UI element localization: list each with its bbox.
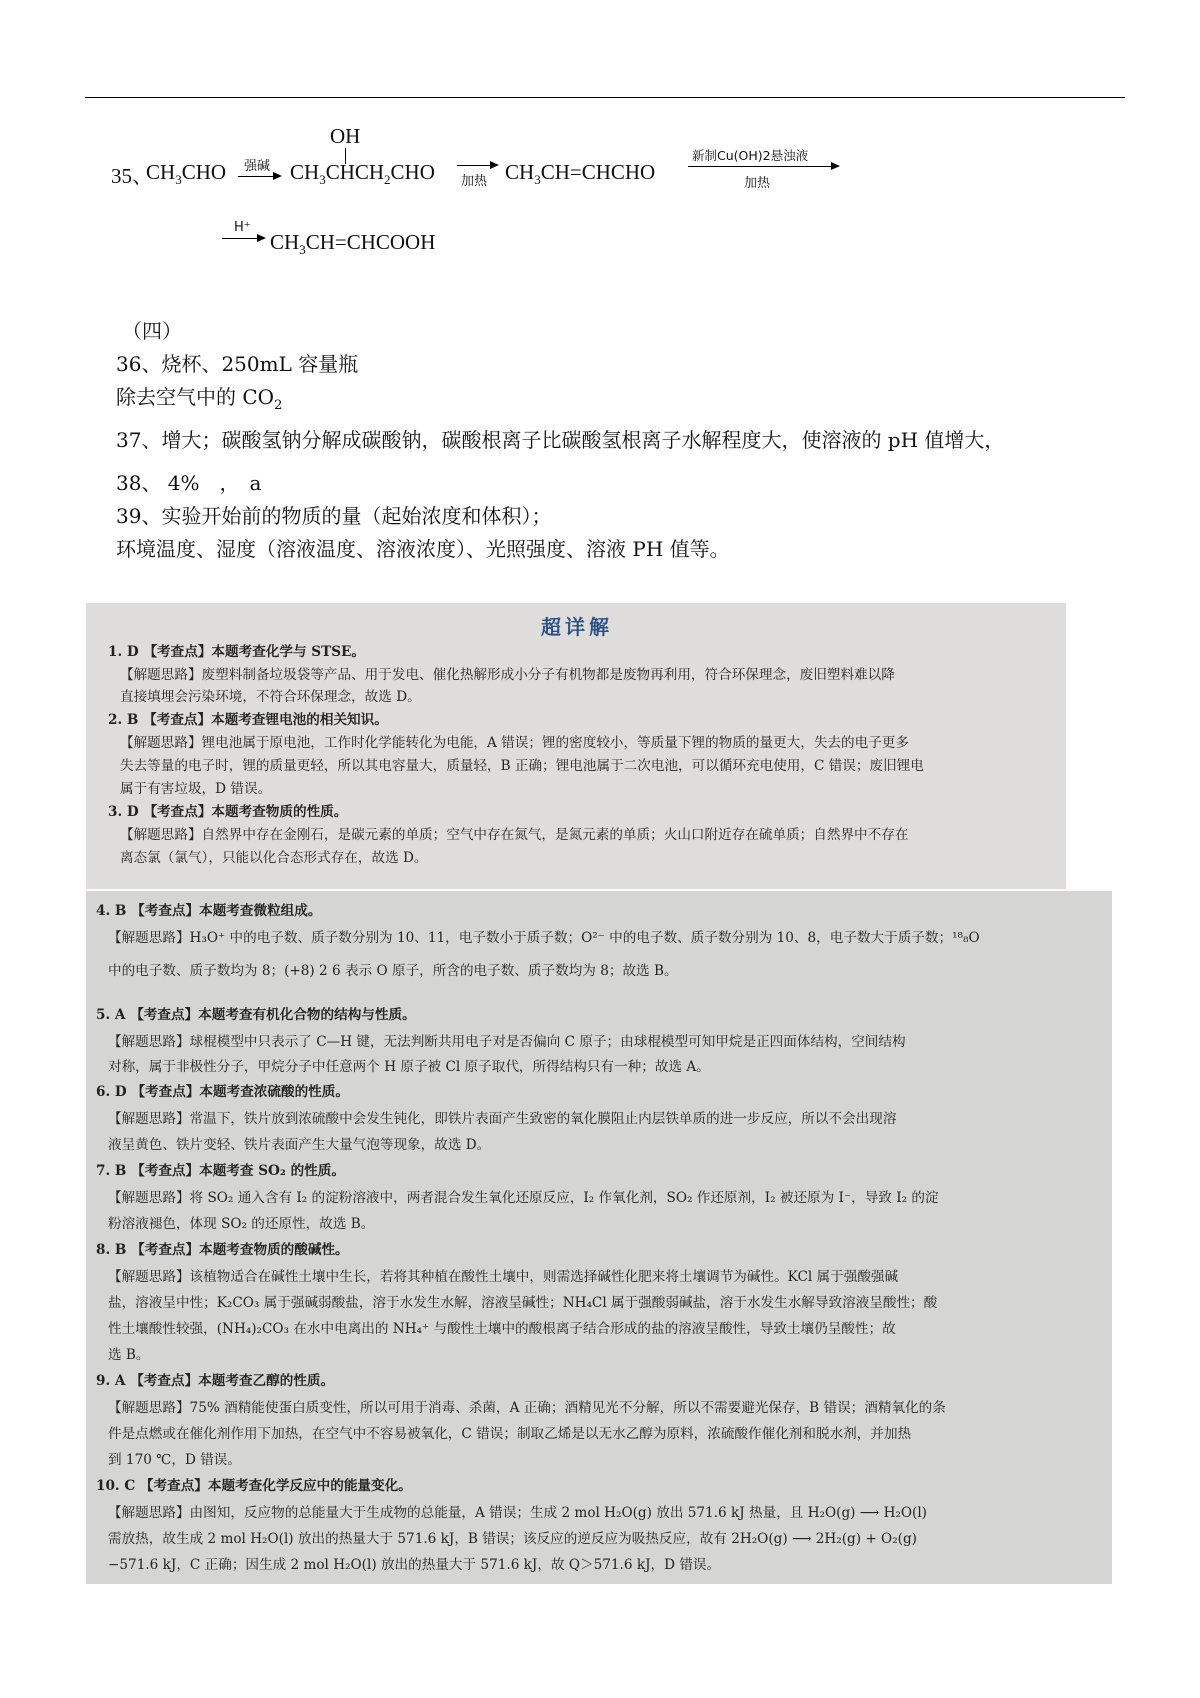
scan2-line: 【解题思路】常温下，铁片放到浓硫酸中会发生钝化，即铁片表面产生致密的氧化膜阻止内层铁单质的进一步反应，所以不会出现溶 [108, 1111, 897, 1127]
arrow-3-top-label: 新制Cu(OH)2悬浊液 [692, 148, 809, 163]
header-rule [85, 97, 1125, 98]
scan2-line: 液呈黄色、铁片变轻、铁片表面产生大量气泡等现象，故选 D。 [108, 1137, 491, 1153]
arrow-3-bottom-label: 加热 [744, 176, 771, 191]
crotonaldehyde: $CH_3CH=CHCHO$ [505, 160, 656, 188]
arrow-2-label: 加热 [461, 174, 488, 189]
scan1-line: 【解题思路】废塑料制备垃圾袋等产品、用于发电、催化热解形成小分子有机物都是废物再利用，符合环保理念，废旧塑料难以降 [120, 667, 895, 683]
scan2-line: 5. A 【考查点】本题考查有机化合物的结构与性质。 [96, 1007, 416, 1023]
q39-factors: 环境温度、湿度（溶液温度、溶液浓度）、光照强度、溶液 PH 值等。 [116, 537, 730, 561]
scan-image-2 [86, 891, 1112, 1584]
scan2-line: −571.6 kJ，C 正确；因生成 2 mol H₂O(l) 放出的热量大于 571.6 kJ，故 Q＞571.6 kJ，D 错误。 [108, 1557, 721, 1573]
scan1-line: 3. D 【考查点】本题考查物质的性质。 [108, 804, 348, 820]
crotonic-acid: $CH_3CH=CHCOOH$ [270, 230, 436, 258]
scan1-line: 直接填埋会污染环境，不符合环保理念，故选 D。 [120, 689, 421, 705]
scan2-line: 【解题思路】球棍模型中只表示了 C—H 键，无法判断共用电子对是否偏向 C 原子；由球棍模型可知甲烷是正四面体结构，空间结构 [108, 1034, 906, 1050]
scan1-line: 2. B 【考查点】本题考查锂电池的相关知识。 [108, 712, 388, 728]
scan2-line: 【解题思路】该植物适合在碱性土壤中生长，若将其种植在酸性土壤中，则需选择碱性化肥来将土壤调节为碱性。KCl 属于强酸强碱 [108, 1269, 899, 1285]
q36-purpose: 除去空气中的 $CO_2$ [116, 385, 283, 413]
scan-image-1 [86, 603, 1066, 889]
scan1-line: 【解题思路】自然界中存在金刚石，是碳元素的单质；空气中存在氮气，是氮元素的单质；火山口附近存在硫单质；自然界中不存在 [120, 827, 909, 843]
arrow-4 [222, 238, 264, 239]
scan2-line: 需放热，故生成 2 mol H₂O(l) 放出的热量大于 571.6 kJ，B 错误；该反应的逆反应为吸热反应，故有 2H₂O(g) ⟶ 2H₂(g) + O₂(g) [108, 1531, 917, 1547]
hydroxyl-label: OH [330, 124, 361, 148]
scan2-line: 9. A 【考查点】本题考查乙醇的性质。 [96, 1373, 335, 1389]
scan2-line: 性土壤酸性较强，(NH₄)₂CO₃ 在水中电离出的 NH₄⁺ 与酸性土壤中的酸根离子结合形成的盐的溶液呈酸性，导致土壤仍呈酸性；故 [108, 1321, 896, 1337]
arrow-2 [457, 165, 497, 166]
scan2-line: 件是点燃或在催化剂作用下加热，在空气中不容易被氧化，C 错误；制取乙烯是以无水乙醇为原料，浓硫酸作催化剂和脱水剂，并加热 [108, 1426, 912, 1442]
scan1-line: 【解题思路】锂电池属于原电池，工作时化学能转化为电能，A 错误；锂的密度较小，等质量下锂的物质的量更大，失去的电子更多 [120, 735, 909, 751]
scan2-line: 中的电子数、质子数均为 8；(+8) 2 6 表示 O 原子，所含的电子数、质子数均为 8；故选 B。 [108, 963, 678, 979]
scan2-line: 【解题思路】H₃O⁺ 中的电子数、质子数分别为 10、11，电子数小于质子数；O²⁻ 中的电子数、质子数分别为 10、8，电子数大于质子数；¹⁸₈O [108, 930, 980, 946]
q36-answer: 36、烧杯、250mL 容量瓶 [116, 352, 359, 376]
scan1-line: 1. D 【考查点】本题考查化学与 STSE。 [108, 644, 366, 660]
scan2-line: 到 170 ℃，D 错误。 [108, 1452, 241, 1468]
scan-title: 超详解 [541, 615, 613, 639]
q37-answer: 37、增大；碳酸氢钠分解成碳酸钠，碳酸根离子比碳酸氢根离子水解程度大，使溶液的 pH 值增大， [116, 428, 1005, 452]
scan2-line: 盐，溶液呈中性；K₂CO₃ 属于强碱弱酸盐，溶于水发生水解，溶液呈碱性；NH₄Cl 属于强酸弱碱盐，溶于水发生水解导致溶液呈酸性；酸 [108, 1295, 938, 1311]
reactant-ethanal: $CH_3CHO$ [146, 160, 227, 188]
scan2-line: 【解题思路】由图知，反应物的总能量大于生成物的总能量，A 错误；生成 2 mol H₂O(g) 放出 571.6 kJ 热量，且 H₂O(g) ⟶ H₂O(l) [108, 1505, 927, 1521]
arrow-4-label: H⁺ [234, 220, 251, 235]
scan1-line: 失去等量的电子时，锂的质量更轻，所以其电容量大，质量轻，B 正确；锂电池属于二次电池，可以循环充电使用，C 错误；废旧锂电 [120, 758, 924, 774]
scan2-line: 8. B 【考查点】本题考查物质的酸碱性。 [96, 1242, 349, 1258]
scan2-line: 4. B 【考查点】本题考查微粒组成。 [96, 903, 322, 919]
arrow-3 [688, 166, 838, 167]
aldol-product: $CH_3CHCH_2CHO$ [290, 160, 435, 188]
scan2-line: 选 B。 [108, 1347, 150, 1363]
scan2-line: 6. D 【考查点】本题考查浓硫酸的性质。 [96, 1084, 349, 1100]
scan1-line: 属于有害垃圾，D 错误。 [120, 781, 272, 797]
q39-answer: 39、实验开始前的物质的量（起始浓度和体积）； [116, 504, 552, 528]
scan2-line: 【解题思路】75% 酒精能使蛋白质变性，所以可用于消毒、杀菌，A 正确；酒精见光不分解，所以不需要避光保存，B 错误；酒精氧化的条 [108, 1400, 946, 1416]
arrow-1 [238, 176, 280, 177]
q38-answer: 38、 4% ， a [116, 471, 262, 495]
arrow-1-label: 强碱 [244, 159, 271, 174]
scan2-line: 10. C 【考查点】本题考查化学反应中的能量变化。 [96, 1478, 412, 1494]
section-heading: （四） [122, 319, 182, 343]
scan1-line: 离态氯（氯气），只能以化合态形式存在，故选 D。 [120, 850, 428, 866]
scan2-line: 【解题思路】将 SO₂ 通入含有 I₂ 的淀粉溶液中，两者混合发生氧化还原反应，I₂ 作氧化剂，SO₂ 作还原剂，I₂ 被还原为 I⁻，导致 I₂ 的淀 [108, 1190, 939, 1206]
q35-number: 35、 [111, 164, 153, 188]
scan2-line: 对称，属于非极性分子，甲烷分子中任意两个 H 原子被 Cl 原子取代，所得结构只有一种；故选 A。 [108, 1059, 710, 1075]
scan2-line: 7. B 【考查点】本题考查 SO₂ 的性质。 [96, 1163, 345, 1179]
scan2-line: 粉溶液褪色，体现 SO₂ 的还原性，故选 B。 [108, 1216, 375, 1232]
